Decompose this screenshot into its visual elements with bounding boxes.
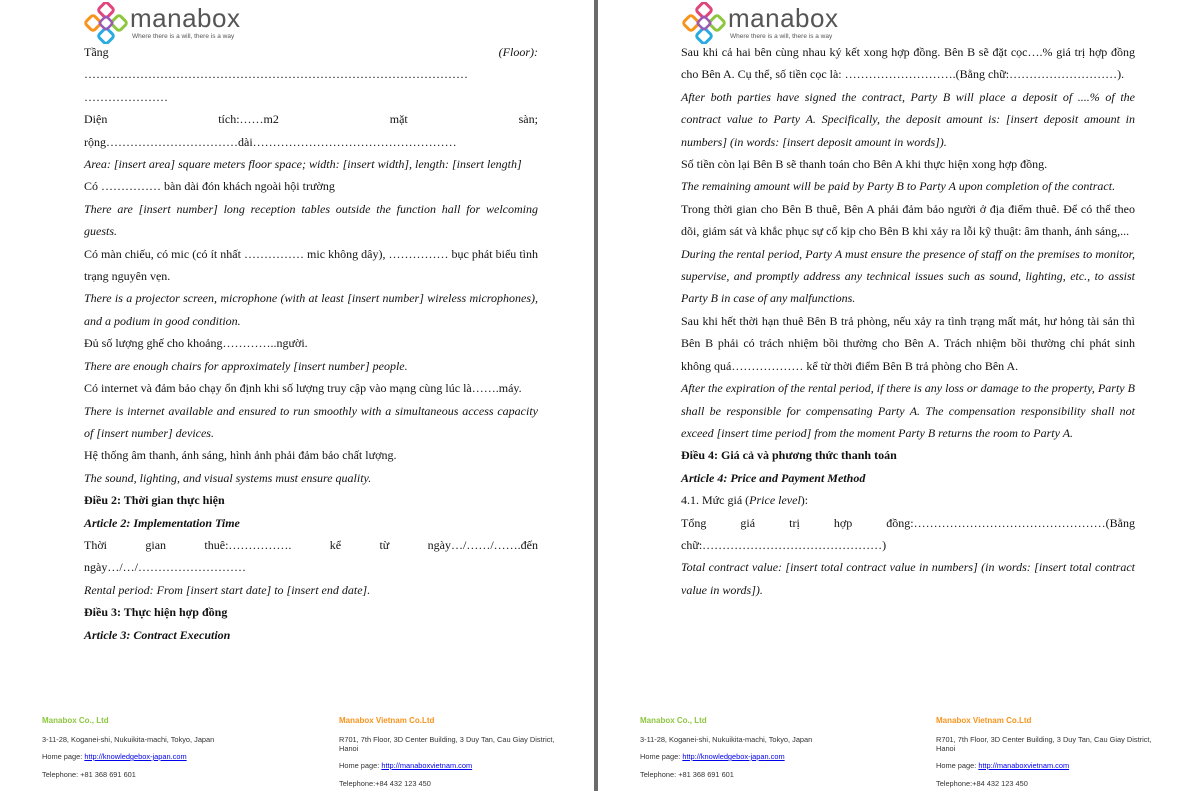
company-logo	[84, 2, 284, 44]
area-en: Area: [insert area] square meters floor space; width: [insert width], length: [insert length]	[84, 157, 522, 172]
article-4-heading-en: Article 4: Price and Payment Method	[681, 470, 866, 485]
floor-dots: ……………………………………………………………………………………	[84, 67, 468, 82]
time-word: thuê:…………….	[204, 537, 292, 552]
area-word: Diện	[84, 112, 108, 127]
sound-en: The sound, lighting, and visual systems must ensure quality.	[84, 470, 372, 485]
company-logo	[682, 2, 882, 44]
homepage-label: Home page:	[936, 761, 979, 770]
footer-address: R701, 7th Floor, 3D Center Building, 3 Duy Tan, Cau Giay District,	[936, 735, 1152, 744]
rental-time-en: Rental period: From [insert start date] to [insert end date].	[84, 582, 371, 597]
footer-telephone: Telephone: +81 368 691 601	[42, 770, 136, 779]
loss-vi: Sau khi hết thời hạn thuê Bên B trả phòng, nếu xảy ra tình trạng mất mát, hư hỏng tài sản thì Bên B phải có trách nhiệm bồi thường cho Bên A. Trách nhiệm bồi thường chỉ phát sinh không quá……………… kể từ thời điểm Bên B trả phòng cho Bên A.	[681, 313, 1135, 373]
projector-vi: Có màn chiếu, có mic (có ít nhất …………… mic không dây), …………… bục phát biểu tình trạng nguyên vẹn.	[84, 246, 538, 284]
homepage-link[interactable]: http://knowledgebox-japan.com	[84, 752, 187, 761]
price-level	[681, 489, 1135, 511]
article-3-heading-vi: Điều 3: Thực hiện hợp đồng	[84, 605, 228, 620]
area-word: mặt	[389, 112, 408, 127]
footer-homepage	[936, 761, 1069, 770]
tables-en: There are [insert number] long reception tables outside the function hall for welcoming guests.	[84, 201, 538, 239]
homepage-label: Home page:	[339, 761, 382, 770]
floor-dots-2: …………………	[84, 89, 168, 104]
manabox-logo-icon	[682, 2, 726, 44]
article-4-heading-vi: Điều 4: Giá cả và phương thức thanh toán	[681, 448, 897, 463]
footer-company-name: Manabox Vietnam Co.Ltd	[339, 716, 435, 725]
homepage-label: Home page:	[640, 752, 683, 761]
footer-company-name: Manabox Co., Ltd	[640, 716, 707, 725]
article-3-heading-en: Article 3: Contract Execution	[84, 627, 231, 642]
deposit-en: After both parties have signed the contract, Party B will place a deposit of ....% of the contract value to Party A. Specifically, the deposit amount is: [insert deposit amount in numbers] (in words: [insert deposit amount in words]).	[681, 89, 1135, 149]
area-line	[84, 108, 538, 130]
footer-address: 3-11-28, Koganei-shi, Nukuikita-machi, Tokyo, Japan	[42, 735, 215, 744]
time-word: từ	[379, 537, 390, 552]
logo-wordmark: manabox	[728, 3, 839, 33]
chairs-en: There are enough chairs for approximately [insert number] people.	[84, 358, 408, 373]
rental-time-end: ngày…/…/………………………	[84, 560, 246, 575]
total-in-words: chữ:………………………………………)	[681, 537, 887, 552]
homepage-link[interactable]: http://manaboxvietnam.com	[381, 761, 473, 770]
logo-wordmark: manabox	[130, 3, 241, 33]
manabox-logo-icon	[84, 2, 128, 44]
loss-en: After the expiration of the rental period, if there is any loss or damage to the property, Party B shall be responsible for compensating Party A. The compensation responsibility shall not exceed [insert time period] from the moment Party B returns the room to Party A.	[681, 381, 1135, 440]
article-2-heading-vi: Điều 2: Thời gian thực hiện	[84, 493, 225, 508]
price-level-close: ):	[800, 493, 809, 508]
staff-en: During the rental period, Party A must ensure the presence of staff on the premises to monitor, supervise, and promptly address any technical issues such as sound, lighting, etc., to assist Party B in case of any malfunctions.	[681, 246, 1135, 306]
sound-vi: Hệ thống âm thanh, ánh sáng, hình ảnh phải đảm bảo chất lượng.	[84, 448, 397, 463]
total-value-en: Total contract value: [insert total contract value in numbers] (in words: [insert total contract value in words]).	[681, 560, 1135, 597]
homepage-link[interactable]: http://knowledgebox-japan.com	[682, 752, 785, 761]
total-word: đồng:…………………………………………(Bằng	[886, 515, 1135, 530]
tables-vi: Có …………… bàn dài đón khách ngoài hội trường	[84, 179, 335, 194]
time-word: kể	[329, 537, 342, 552]
price-level-vi: 4.1. Mức giá (	[681, 493, 750, 508]
area-word: tích:……m2	[218, 112, 279, 127]
remaining-en: The remaining amount will be paid by Party B to Party A upon completion of the contract.	[681, 179, 1116, 194]
footer-address: R701, 7th Floor, 3D Center Building, 3 Duy Tan, Cau Giay District,	[339, 735, 555, 744]
footer-homepage	[42, 752, 187, 761]
footer-telephone: Telephone:+84 432 123 450	[936, 779, 1028, 788]
footer-homepage	[339, 761, 472, 770]
page-1-body	[84, 41, 538, 646]
area-word: sàn;	[518, 112, 538, 127]
footer-company-name: Manabox Co., Ltd	[42, 716, 109, 725]
footer-telephone: Telephone: +81 368 691 601	[640, 770, 734, 779]
footer-homepage	[640, 752, 785, 761]
footer-address-2: Hanoi	[936, 744, 956, 753]
floor-en: (Floor):	[498, 45, 538, 59]
floor-vi: Tầng	[84, 45, 109, 59]
article-2-heading-en: Article 2: Implementation Time	[84, 515, 240, 530]
staff-vi: Trong thời gian cho Bên B thuê, Bên A phải đảm bảo người ở địa điểm thuê. Để có thể theo dõi, giám sát và khắc phục sự cố kịp cho Bên B khi xảy ra lỗi kỹ thuật: âm thanh, ánh sáng,...	[681, 201, 1135, 239]
total-word: giá	[740, 515, 756, 530]
document-page-2	[598, 0, 1188, 791]
rental-time-line	[84, 534, 538, 556]
page-2-body	[681, 41, 1135, 601]
footer-address: 3-11-28, Koganei-shi, Nukuikita-machi, Tokyo, Japan	[640, 735, 813, 744]
footer-company-name: Manabox Vietnam Co.Ltd	[936, 716, 1032, 725]
internet-vi: Có internet và đảm bảo chạy ổn định khi số lượng truy cập vào mạng cùng lúc là…….máy.	[84, 381, 522, 396]
projector-en: There is a projector screen, microphone (with at least [insert number] wireless microphones), and a podium in good condition.	[84, 291, 538, 328]
deposit-vi: Sau khi cả hai bên cùng nhau ký kết xong hợp đồng. Bên B sẽ đặt cọc….% giá trị hợp đồng cho Bên A. Cụ thể, số tiền cọc là: ……………………….(Bằng chữ:………………………).	[681, 45, 1135, 82]
time-word: ngày…/……/…….đến	[427, 537, 538, 552]
total-value-line	[681, 512, 1135, 534]
logo-tagline: Where there is a will, there is a way	[132, 33, 235, 40]
homepage-label: Home page:	[42, 752, 85, 761]
footer-telephone: Telephone:+84 432 123 450	[339, 779, 431, 788]
remaining-vi: Số tiền còn lại Bên B sẽ thanh toán cho Bên A khi thực hiện xong hợp đồng.	[681, 157, 1048, 172]
area-dimensions: rộng……………………………dài……………………………………………	[84, 134, 457, 149]
total-word: Tổng	[681, 515, 707, 530]
total-word: hợp	[833, 515, 853, 530]
time-word: Thời	[84, 537, 108, 552]
homepage-link[interactable]: http://manaboxvietnam.com	[978, 761, 1070, 770]
time-word: gian	[145, 537, 167, 552]
internet-en: There is internet available and ensured to run smoothly with a simultaneous access capacity of [insert number] devices.	[84, 403, 538, 440]
floor-line	[84, 41, 538, 63]
footer-address-2: Hanoi	[339, 744, 359, 753]
price-level-en: Price level	[749, 493, 801, 508]
chairs-vi: Đủ số lượng ghế cho khoảng…………..người.	[84, 336, 308, 351]
logo-tagline: Where there is a will, there is a way	[730, 33, 833, 40]
total-word: trị	[789, 515, 800, 530]
